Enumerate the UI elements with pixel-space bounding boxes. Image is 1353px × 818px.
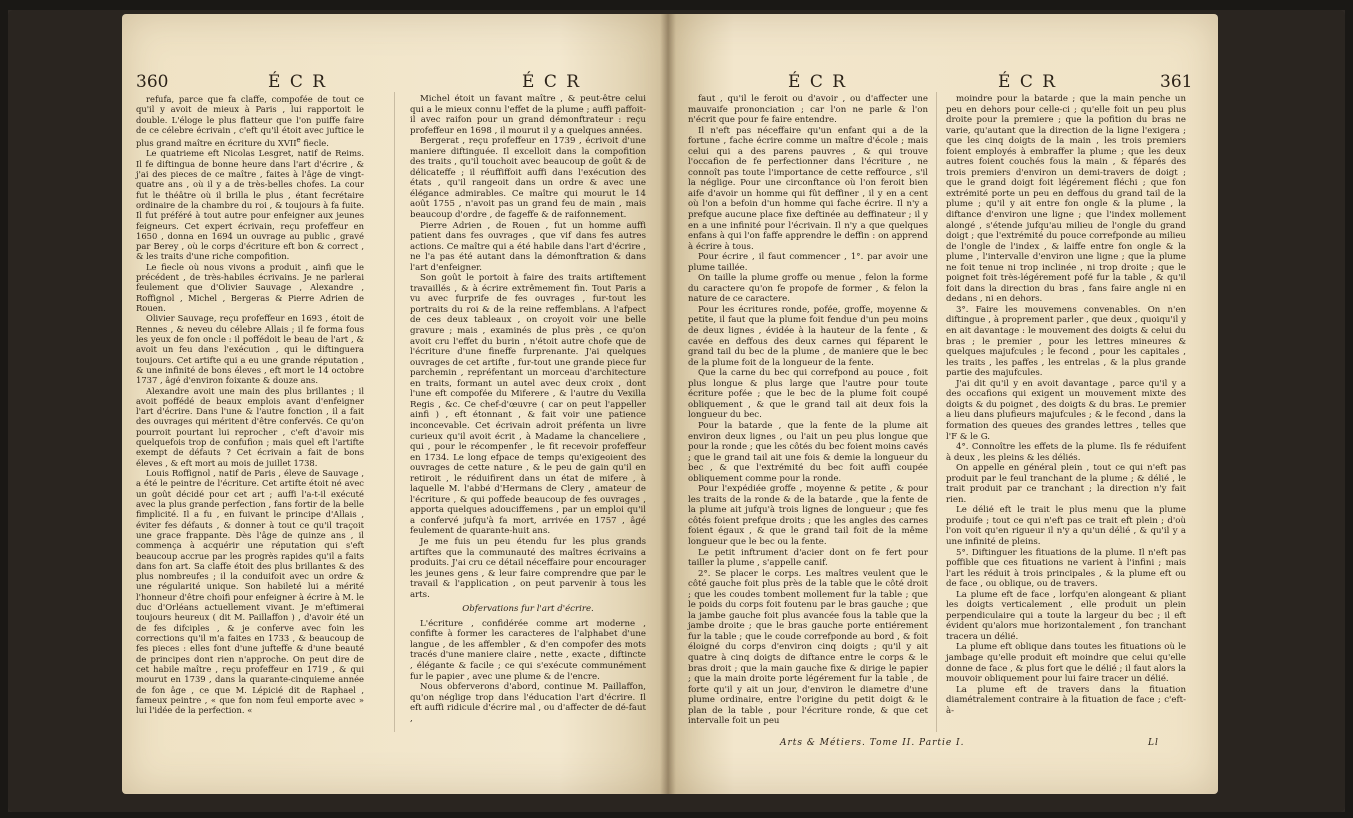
paragraph: Alexandre avoit une main des plus brillantes ; il avoit poffédé de beaux emplois avant d'enfeigner l'art d'écrire. Dans l'une & l'autre fonction , il a fait des ouvrages qui méritent d'être confervés. Ce qu'on pourroit pourtant lui reprocher , c'eft d'avoir mis quelquefois trop de confufion ; mais quel eft l'artifte exempt de défauts ? Cet écrivain a fait de bons éleves , & eft mort au mois de juillet 1738. [136,385,364,468]
paragraph: Le quatrieme eft Nicolas Lesgret, natif de Reims. Il fe diftingua de bonne heure dans l'art d'écrire , & j'ai des pieces de ce maître , faites à l'âge de vingt-quatre ans , où il y a de très-belles chofes. La cour fut le théâtre où il brilla le plus , étant fecrétaire ordinaire de la chambre du roi , & toujours à fa fuite. Il fut préféré à tout autre pour enfeigner aux jeunes feigneurs. Cet expert écrivain, reçu profeffeur en 1650 , donna en 1694 un ouvrage au public , gravé par Berey , où le corps d'écriture eft bon & correct , & les traits d'une riche compofition. [136,148,364,262]
paragraph: Le fiecle où nous vivons a produit , ainfi que le précédent , de très-habiles écrivains. Je ne parlerai feulement que d'Olivier Sauvage , Alexandre , Roffignol , Michel , Bergeras & Pierre Adrien de Rouen. [136,261,364,314]
paragraph: La plume eft oblique dans toutes les fituations où le jambage qu'elle produit eft moindre que celui qu'elle donne de face , & plus fort que le délié ; il faut alors la mouvoir obliquement pour lui faire tracer un délié. [946,642,1186,685]
paragraph: Pour l'expédiée groffe , moyenne & petite , & pour les traits de la ronde & de la batarde , que la fente de la plume ait jufqu'à trois lignes de longueur ; que fes côtés foient prefque droits ; que les angles des carnes foient égaux , & que le grand tail foit de la même longueur que le bec ou la fente. [688,484,928,547]
running-head: É C R [268,72,328,92]
running-head: É C R [522,72,582,92]
paragraph: Louis Roffignol , natif de Paris , éleve de Sauvage , a été le peintre de l'écriture. Cet artifte étoit né avec un goût décidé pour cet art ; auffi l'a-t-il exécuté avec la plus grande perfection , fans fortir de la belle fimplicité. Il a fu , en fuivant le principe d'Allais , éviter fes défauts , & donner à tout ce qu'il traçoit une grace frappante. Dès l'âge de quinze ans , il commença à acquérir une réputation qui s'eft beaucoup accrue par les progrès rapides qu'il a faits dans fon art. Sa claffe étoit des plus brillantes & des plus nombreufes ; il la conduifoit avec un ordre & une régularité unique. Son habileté lui a mérité l'honneur d'être choifi pour enfeigner à écrire à M. le duc d'Orléans actuellement vivant. Je m'eftimerai toujours heureux ( dit M. Paillaffon ) , d'avoir été un de fes difciples , & je conferve avec foin les corrections qu'il m'a faites en 1733 , & beaucoup de fes pieces : elles font d'une jufteffe & d'une beauté de principes dont rien n'approche. On peut dire de cet habile maître , reçu profeffeur en 1719 , & qui mourut en 1739 , dans la quarante-cinquieme année de fon âge , ce que M. Lépicié dit de Raphael , fameux peintre , « que fon nom feul emporte avec » lui l'idée de la perfection. « [136,468,364,716]
paragraph: moindre pour la batarde ; que la main penche un peu en dehors pour celle-ci ; qu'elle foit un peu plus droite pour la premiere ; que la pofition du bras ne varie, qu'autant que la direction de la ligne l'exigera ; que les cinq doigts de la main , les trois premiers foient employés à embraffer la plume ; que les deux autres foient couchés fous la main , & féparés des trois premiers d'environ un demi-travers de doigt ; que le grand doigt foit légérement fléchi ; que fon extrémité porte un peu en deffous du grand tail de la plume ; qu'il y ait entre fon ongle & la plume , la diftance d'environ une ligne ; que l'index mollement alongé , s'étende jufqu'au milieu de l'ongle du grand doigt ; que l'extrémité du pouce correfponde au milieu de l'ongle de l'index , & laiffe entre fon ongle & la plume , l'intervalle d'environ une ligne ; que la plume ne foit tenue ni trop inclinée , ni trop droite ; que le poignet foit très-légérement pofé fur la table , & qu'il foit dans la direction du bras , fans faire angle ni en dedans , ni en dehors. [946,94,1186,305]
paragraph: Pour la batarde , que la fente de la plume ait environ deux lignes , ou l'ait un peu plus longue que pour la ronde ; que les côtés du bec foient moins cavés ; que le grand tail ait une fois & demie la longueur du bec , & que l'extrémité du bec foit auffi coupée obliquement comme pour la ronde. [688,420,928,484]
paragraph: L'écriture , confidérée comme art moderne , confifte à former les caracteres de l'alphabet d'une langue , de les affembler , & d'en compofer des mots tracés d'une maniere claire , nette , exacte , diftincte , élégante & facile ; ce qui s'exécute communément fur le papier , avec une plume & de l'encre. [410,618,646,682]
left-page [122,14,668,794]
paragraph: 2°. Se placer le corps. Les maîtres veulent que le côté gauche foit plus près de la table que le côté droit ; que les coudes tombent mollement fur la table ; que le poids du corps foit foutenu par le bras gauche ; que la jambe gauche foit plus avancée fous la table que la jambe droite ; que le bras gauche porte entiérement fur la table ; que le coude correfponde au bord , & foit éloigné du corps d'environ cinq doigts ; qu'il y ait quatre à cinq doigts de diftance entre le corps & le bras droit ; que la main gauche fixe & dirige le papier ; que la main droite porte légérement fur la table , de forte qu'il y ait un jour, d'environ le diametre d'une plume ordinaire, entre l'origine du petit doigt & le plan de la table , pour l'écriture ronde, & que cet intervalle foit un peu [688,568,928,727]
text-column-2 [410,94,646,724]
text-column-1 [688,94,928,727]
paragraph: 3°. Faire les mouvemens convenables. On n'en diftingue , à proprement parler , que deux , quoiqu'il y en ait davantage : le mouvement des doigts & celui du bras ; le premier , pour les lettres mineures & quelques majufcules ; le fecond , pour les capitales , les traits , les paffes , les entrelas , & la plus grande partie des majufcules. [946,304,1186,379]
page-number: 361 [1160,72,1193,92]
paragraph: faut , qu'il le feroit ou d'avoir , ou d'affecter une mauvaife prononciation ; car l'on ne parle & l'on n'écrit que pour fe faire entendre. [688,94,928,126]
paragraph: 4°. Connoître les effets de la plume. Ils fe réduifent à deux , les pleins & les déliés. [946,442,1186,463]
paragraph: Bergerat , reçu profeffeur en 1739 , écrivoit d'une maniere diftinguée. Il excelloit dans la compofition des traits , qu'il touchoit avec beaucoup de goût & de délicateffe ; il réuffiffoit auffi dans l'exécution des états , qu'il rangeoit dans un ordre & avec une élégance admirables. Ce maître qui mourut le 14 août 1755 , n'avoit pas un grand feu de main , mais beaucoup d'ordre , de fageffe & de raifonnement. [410,136,646,221]
paragraph: La plume eft de travers dans la fituation diamétralement contraire à la fituation de face ; c'eft-à- [946,684,1186,716]
paragraph: On appelle en général plein , tout ce qui n'eft pas produit par le feul tranchant de la plume ; & délié , le trait produit par ce tranchant ; la direction n'y fait rien. [946,463,1186,505]
section-title: Obfervations fur l'art d'écrire. [462,604,594,615]
paragraph: Il n'eft pas néceffaire qu'un enfant qui a de la fortune , fache écrire comme un maître d'école ; mais celui qui a des parens pauvres , & qui trouve l'occafion de fe perfectionner dans l'écriture , ne connoît pas toute l'importance de cette reffource , s'il la néglige. Pour une circonftance où l'on feroit bien aife d'avoir un homme qui fût deffiner , il y en a cent où l'on a befoin d'un homme qui fache écrire. Il n'y a prefque aucune place fixe deftinée au deffinateur ; il y en a une infinité pour l'écrivain. Il n'y a que quelques enfans à qui l'on faffe apprendre le deffin : on apprend à écrire à tous. [688,125,928,252]
running-head: É C R [998,72,1058,92]
column-divider [936,92,937,732]
running-head: É C R [788,72,848,92]
paragraph: Le délié eft le trait le plus menu que la plume produife ; tout ce qui n'eft pas ce trait eft plein ; d'où l'on voit qu'en rigueur il n'y a qu'un délié , & qu'il y a une infinité de pleins. [946,505,1186,547]
book-gutter [660,14,676,794]
text-column-2 [946,94,1186,716]
paragraph: La plume eft de face , lorfqu'en alongeant & pliant les doigts verticalement , elle produit un plein perpendiculaire qui a toute la largeur du bec ; il eft évident qu'alors mue horizontalement , fon tranchant tracera un délié. [946,589,1186,642]
paragraph: On taille la plume groffe ou menue , felon la forme du caractere qu'on fe propofe de former , & felon la nature de ce caractere. [688,273,928,305]
page-footer: Arts & Métiers. Tome II. Partie I. [780,738,965,748]
paragraph: Olivier Sauvage, reçu profeffeur en 1693 , étoit de Rennes , & neveu du célebre Allais ; il fe forma fous les yeux de fon oncle : il poffédoit le beau de l'art , & avoit un feu dans l'exécution , qui le diftinguera toujours. Cet artifte qui a eu une grande réputation , & une infinité de bons éleves , eft mort le 14 octobre 1737 , âgé d'environ foixante & douze ans. [136,313,364,386]
signature-mark: Ll [1148,738,1159,748]
right-page [668,14,1218,794]
text-column-1 [136,94,364,716]
paragraph: Son goût le portoit à faire des traits artiftement travaillés , & à écrire extrêmement fin. Tout Paris a vu avec furprife de fes ouvrages , fur-tout les portraits du roi & de la reine reffemblans. A l'afpect de ces deux tableaux , on croyoit voir une belle gravure ; mais , examinés de plus près , ce qu'on avoit cru l'effet du burin , n'étoit autre chofe que de l'écriture d'une fineffe furprenante. J'ai quelques ouvrages de cet artifte , fur-tout une grande piece fur parchemin , repréfentant un morceau d'architecture en traits, formant un autel avec deux croix , dont l'une eft compofée du Miferere , & l'autre du Vexilla Regis , &c. Ce chef-d'œuvre ( car on peut l'appeller ainfi ) , eft étonnant , & fait voir une patience inconcevable. Cet écrivain adroit préfenta un livre curieux qu'il avoit écrit , à Madame la chanceliere , qui , pour le récompenfer , le fit recevoir profeffeur en 1734. Le long efpace de temps qu'exigeoient des ouvrages de cette nature , & le peu de gain qu'il en retiroit , le réduifirent dans un état de mifere , à laquelle M. l'abbé d'Hermans de Clery , amateur de l'écriture , & qui poffede beaucoup de fes ouvrages , apporta quelques adouciffemens , par un emploi qu'il a confervé jufqu'à fa mort, arrivée en 1757 , âgé feulement de quarante-huit ans. [410,273,646,537]
paragraph: Que la carne du bec qui correfpond au pouce , foit plus longue & plus large que l'autre pour toute écriture pofée ; que le bec de la plume foit coupé obliquement , & que le grand tail ait deux fois la longueur du bec. [688,368,928,421]
paragraph: Pour écrire , il faut commencer , 1°. par avoir une plume taillée. [688,252,928,273]
paragraph: Je me fuis un peu étendu fur les plus grands artiftes que la communauté des maîtres écrivains a produits. J'ai cru ce détail néceffaire pour encourager les jeunes gens , & leur faire comprendre que par le travail & l'application , on peut parvenir à tous les arts. [410,536,646,600]
paragraph: Le petit inftrument d'acier dont on fe fert pour tailler la plume , s'appelle canif. [688,547,928,569]
paragraph: Pierre Adrien , de Rouen , fut un homme auffi patient dans fes ouvrages , que vif dans fes autres actions. Ce maître qui a été habile dans l'art d'écrire , ne l'a pas été autant dans la démonftration & dans l'art d'enfeigner. [410,220,646,273]
page-number: 360 [136,72,169,92]
paragraph: Pour les écritures ronde, pofée, groffe, moyenne & petite, il faut que la plume foit fendue d'un peu moins de deux lignes , évidée à la hauteur de la fente , & cavée en deffous des deux carnes qui féparent le grand tail du bec de la plume , de maniere que le bec de la plume foit de la longueur de la fente. [688,304,928,368]
paragraph: J'ai dit qu'il y en avoit davantage , parce qu'il y a des occafions qui exigent un mouvement mixte des doigts & du poignet , des doigts & du bras. Le premier a lieu dans plufieurs majufcules ; & le fecond , dans la formation des queues des grandes lettres , telles que l'F & le G. [946,378,1186,442]
paragraph: Michel étoit un favant maître , & peut-être celui qui a le mieux connu l'effet de la plume ; auffi paffoit-il avec raifon pour un grand démonftrateur : reçu profeffeur en 1698 , il mourut il y a quelques années. [410,94,646,136]
column-divider [394,92,395,732]
paragraph: refufa, parce que fa claffe, compofée de tout ce qu'il y avoit de mieux à Paris , lui rapportoit le double. L'éloge le plus flatteur que l'on puiffe faire de ce célebre écrivain , c'eft qu'il étoit avec juftice le plus grand maître en écriture du XVIIe fiecle. [136,94,364,149]
paragraph: 5°. Diftinguer les fituations de la plume. Il n'eft pas poffible que ces fituations ne varient à l'infini ; mais l'art les réduit à trois principales , & la plume eft ou de face , ou oblique, ou de travers. [946,547,1186,590]
paragraph: Nous obferverons d'abord, continue M. Paillaffon, qu'on néglige trop dans l'éducation l'art d'écrire. Il eft auffi ridicule d'écrire mal , ou d'affecter de dé-faut , [410,682,646,724]
